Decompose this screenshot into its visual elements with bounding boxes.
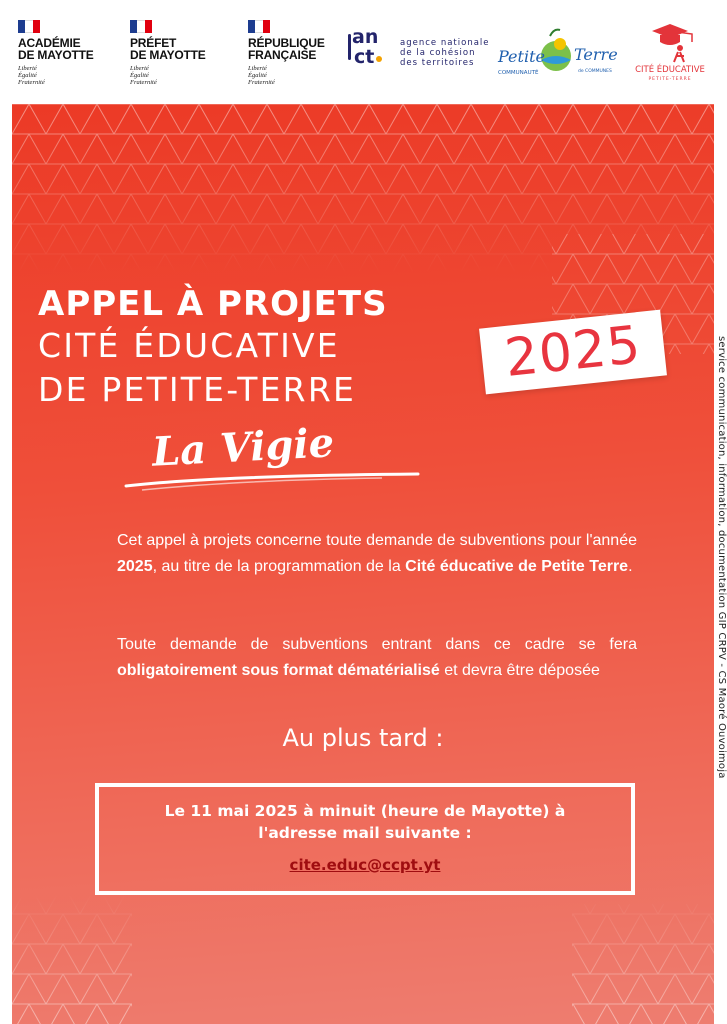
svg-text:PETITE-TERRE: PETITE-TERRE: [648, 77, 692, 82]
marianne-flag-icon: [130, 20, 152, 33]
deadline-date: Le 11 mai 2025 à minuit (heure de Mayotte) à: [164, 802, 566, 820]
academie-mayotte-name: ACADÉMIE DE MAYOTTE: [18, 36, 94, 62]
poster-panel: [12, 104, 714, 1024]
marianne-flag-icon: [18, 20, 40, 33]
svg-text:CITÉ ÉDUCATIVE: CITÉ ÉDUCATIVE: [635, 65, 705, 75]
deadline-box: [95, 783, 635, 895]
anct-mark-icon: an ct: [350, 26, 390, 74]
academie-mayotte-motto: Liberté Égalité Fraternité: [18, 65, 45, 86]
marianne-flag-icon: [248, 20, 270, 33]
svg-text:Terre: Terre: [574, 45, 618, 64]
svg-text:Petite: Petite: [498, 47, 545, 66]
petite-terre-logo: [494, 22, 618, 82]
intro-paragraph: Cet appel à projets concerne toute demande de subventions pour l'année 2025, au titre de la programmation de la Cité éducative de Petite Terre.: [117, 532, 637, 575]
prefet-mayotte-name: PRÉFET DE MAYOTTE: [130, 36, 206, 62]
title-block: [38, 284, 388, 412]
format-emphasis: obligatoirement sous format dématérialisé: [117, 662, 440, 679]
republique-francaise-motto: Liberté Égalité Fraternité: [248, 65, 275, 86]
academie-mayotte-logo: [18, 20, 118, 86]
submission-paragraph: Toute demande de subventions entrant dans ce cadre se fera obligatoirement sous format dématérialisé et devra être déposée: [117, 636, 637, 679]
deadline-email-intro: l'adresse mail suivante :: [258, 824, 472, 842]
script-title-la-vigie: La Vigie: [150, 419, 336, 476]
side-credit: service communication, information, documentation GIP CRPV - CS Maoré Ouvoimoja: [716, 336, 727, 779]
deadline-heading: Au plus tard :: [282, 724, 444, 752]
email-link[interactable]: cite.educ@ccpt.yt: [289, 856, 441, 874]
svg-text:COMMUNAUTÉ: COMMUNAUTÉ: [498, 70, 539, 76]
title-petite-terre: DE PETITE-TERRE: [38, 370, 356, 409]
republique-francaise-logo: [248, 20, 348, 86]
cite-educative-logo: [622, 18, 718, 84]
year-text: 2025: [502, 315, 644, 389]
anct-tagline: agence nationale de la cohésion des territoires: [400, 38, 490, 68]
logo-header: [0, 0, 724, 104]
year-emphasis: 2025: [117, 558, 153, 575]
title-cite-educative: CITÉ ÉDUCATIVE: [38, 326, 340, 365]
svg-text:de COMMUNES: de COMMUNES: [578, 69, 612, 74]
anct-logo: [350, 26, 490, 74]
brush-underline-decoration: [122, 466, 422, 496]
republique-francaise-name: RÉPUBLIQUE FRANÇAISE: [248, 36, 325, 62]
cite-educative-emphasis: Cité éducative de Petite Terre: [405, 558, 629, 575]
prefet-mayotte-motto: Liberté Égalité Fraternité: [130, 65, 157, 86]
prefet-mayotte-logo: [130, 20, 230, 86]
title-appel-a-projets: APPEL À PROJETS: [38, 284, 388, 324]
